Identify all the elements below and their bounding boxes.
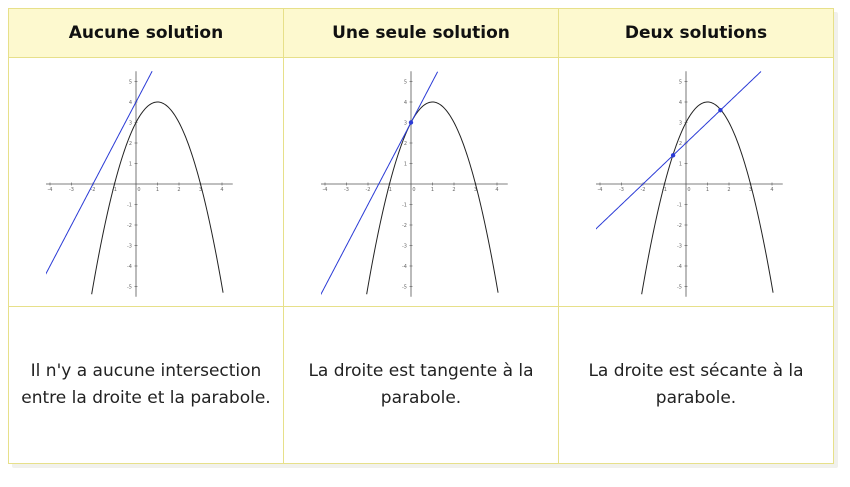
header-row (9, 9, 834, 58)
y-tick-label: 5 (403, 79, 407, 86)
x-tick-label: -4 (47, 187, 53, 193)
description-one-solution: La droite est tangente à la parabole. (284, 307, 559, 464)
x-tick-label: 3 (198, 187, 203, 193)
y-tick-label: 2 (678, 140, 682, 147)
graph-two-solutions (596, 62, 796, 302)
graph-row (9, 58, 834, 307)
x-tick-label: 0 (412, 187, 416, 193)
x-tick-label: 2 (177, 187, 181, 193)
y-tick-label: -5 (127, 284, 132, 291)
y-tick-label: -1 (402, 202, 407, 209)
x-tick-label: 4 (495, 187, 499, 193)
y-tick-label: 5 (678, 79, 682, 86)
description-no-solution: Il n'y a aucune intersection entre la droite et la parabole. (9, 307, 284, 464)
x-tick-label: 1 (155, 187, 160, 193)
x-tick-label: -2 (640, 187, 646, 193)
y-tick-label: 4 (403, 99, 407, 106)
y-tick-label: 3 (128, 120, 132, 127)
y-tick-label: 1 (678, 161, 682, 168)
y-tick-label: -4 (402, 263, 407, 270)
y-tick-label: -1 (127, 202, 132, 209)
x-tick-label: -1 (662, 187, 667, 193)
y-tick-label: -3 (127, 243, 132, 250)
x-tick-label: 4 (770, 187, 774, 193)
header-one-solution: Une seule solution (284, 9, 559, 58)
y-tick-label: -3 (677, 243, 682, 250)
x-tick-label: 4 (220, 187, 224, 193)
intersection-point (718, 108, 722, 112)
parabola-curve (92, 99, 223, 294)
graph-cell-no-solution (9, 58, 284, 307)
x-tick-label: 2 (727, 187, 731, 193)
y-tick-label: 1 (128, 161, 132, 168)
x-tick-label: 0 (137, 187, 141, 193)
parabola-curve (367, 99, 498, 294)
header-two-solutions: Deux solutions (559, 9, 834, 58)
y-tick-label: 2 (128, 140, 132, 147)
x-tick-label: 3 (748, 187, 753, 193)
x-tick-label: 2 (452, 187, 456, 193)
graph-cell-one-solution (284, 58, 559, 307)
x-tick-label: -3 (344, 187, 349, 193)
straight-line (596, 72, 761, 236)
x-tick-label: -4 (322, 187, 328, 193)
y-tick-label: -2 (127, 222, 132, 229)
x-tick-label: -1 (112, 187, 117, 193)
y-tick-label: -3 (402, 243, 407, 250)
comparison-table-wrapper (8, 8, 834, 464)
intersection-point (671, 153, 675, 157)
parabola-curve (642, 99, 773, 294)
y-tick-label: 4 (128, 99, 132, 106)
x-tick-label: -2 (90, 187, 96, 193)
y-tick-label: 3 (678, 120, 682, 127)
y-tick-label: -2 (402, 222, 407, 229)
graph-no-solution (46, 62, 246, 302)
y-tick-label: -5 (677, 284, 682, 291)
y-tick-label: 1 (403, 161, 407, 168)
y-tick-label: 3 (403, 120, 407, 127)
x-tick-label: -1 (387, 187, 392, 193)
x-tick-label: 3 (473, 187, 478, 193)
graph-one-solution (321, 62, 521, 302)
x-tick-label: 0 (687, 187, 691, 193)
graph-cell-two-solutions (559, 58, 834, 307)
description-row (9, 307, 834, 464)
x-tick-label: -3 (619, 187, 624, 193)
y-tick-label: -1 (677, 202, 682, 209)
intersection-point (409, 120, 413, 124)
y-tick-label: -2 (677, 222, 682, 229)
y-tick-label: -4 (677, 263, 682, 270)
x-tick-label: 1 (430, 187, 435, 193)
x-tick-label: -2 (365, 187, 371, 193)
x-tick-label: 1 (705, 187, 710, 193)
y-tick-label: 5 (128, 79, 132, 86)
y-tick-label: 4 (678, 99, 682, 106)
y-tick-label: -5 (402, 284, 407, 291)
header-no-solution: Aucune solution (9, 9, 284, 58)
x-tick-label: -4 (597, 187, 603, 193)
comparison-table (8, 8, 834, 464)
x-tick-label: -3 (69, 187, 74, 193)
description-two-solutions: La droite est sécante à la parabole. (559, 307, 834, 464)
y-tick-label: 2 (403, 140, 407, 147)
y-tick-label: -4 (127, 263, 132, 270)
